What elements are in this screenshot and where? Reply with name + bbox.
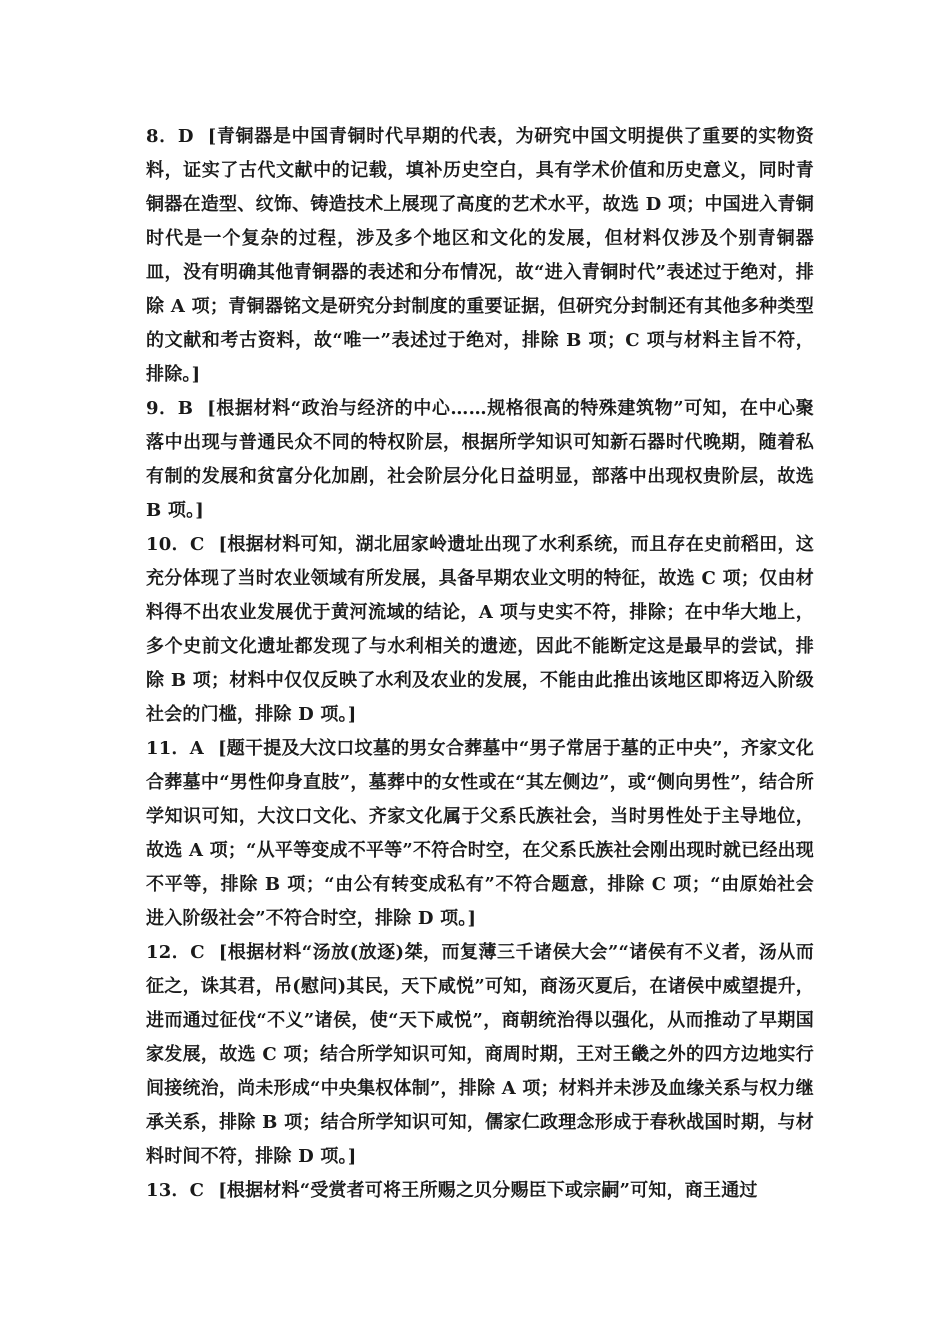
answer-item-8 [146,120,814,392]
explanation-text: [青铜器是中国青铜时代早期的代表，为研究中国文明提供了重要的实物资料，证实了古代文献中的记载，填补历史空白，具有学术价值和历史意义，同时青铜器在造型、纹饰、铸造技术上展现了高度的艺术水平，故选 D 项；中国进入青铜时代是一个复杂的过程，涉及多个地区和文化的发展，但材料仅涉及个别青铜器皿，没有明确其他青铜器的表述和分布情况，故“进入青铜时代”表述过于绝对，排除 A 项；青铜器铭文是研究分封制度的重要证据，但研究分封制还有其他多种类型的文献和考古资料，故“唯一”表述过于绝对，排除 B 项；C 项与材料主旨不符，排除。] [146,126,814,385]
explanation-text: [题干提及大汶口坟墓的男女合葬墓中“男子常居于墓的正中央”，齐家文化合葬墓中“男性仰身直肢”，墓葬中的女性或在“其左侧边”，或“侧向男性”，结合所学知识可知，大汶口文化、齐家文化属于父系氏族社会，当时男性处于主导地位，故选 A 项；“从平等变成不平等”不符合时空，在父系氏族社会刚出现时就已经出现不平等，排除 B 项；“由公有转变成私有”不符合题意，排除 C 项；“由原始社会进入阶级社会”不符合时空，排除 D 项。] [146,738,814,929]
answer-item-10 [146,528,814,732]
answer-letter: C [190,942,205,963]
answer-item-13 [146,1174,814,1208]
question-number: 9． [146,398,178,419]
explanation-text: [根据材料可知，湖北屈家岭遗址出现了水利系统，而且存在史前稻田，这充分体现了当时农业领域有所发展，具备早期农业文明的特征，故选 C 项；仅由材料得不出农业发展优于黄河流域的结论，A 项与史实不符，排除；在中华大地上，多个史前文化遗址都发现了与水利相关的遗迹，因此不能断定这是最早的尝试，排除 B 项；材料中仅仅反映了水利及农业的发展，不能由此推出该地区即将迈入阶级社会的门槛，排除 D 项。] [146,534,814,725]
question-number: 12． [146,942,191,963]
answer-letter: B [177,398,194,419]
explanation-text: [根据材料“受赏者可将王所赐之贝分赐臣下或宗嗣”可知，商王通过 [218,1180,758,1201]
answer-item-9 [146,392,814,528]
explanation-text: [根据材料“政治与经济的中心……规格很高的特殊建筑物”可知，在中心聚落中出现与普通民众不同的特权阶层，根据所学知识可知新石器时代晚期，随着私有制的发展和贫富分化加剧，社会阶层分化日益明显，部落中出现权贵阶层，故选 B 项。] [146,398,814,521]
question-number: 11． [146,738,190,759]
question-number: 8． [146,126,178,147]
answer-letter: D [177,126,194,147]
explanation-text: [根据材料“汤放(放逐)桀，而复薄三千诸侯大会”“诸侯有不义者，汤从而征之，诛其君，吊(慰问)其民，天下咸悦”可知，商汤灭夏后，在诸侯中威望提升，进而通过征伐“不义”诸侯，使“天下咸悦”，商朝统治得以强化，从而推动了早期国家发展，故选 C 项；结合所学知识可知，商周时期，王对王畿之外的四方边地实行间接统治，尚未形成“中央集权体制”，排除 A 项；材料并未涉及血缘关系与权力继承关系，排除 B 项；结合所学知识可知，儒家仁政理念形成于春秋战国时期，与材料时间不符，排除 D 项。] [146,942,814,1167]
answer-letter: C [189,534,205,555]
question-number: 13． [146,1180,190,1201]
answer-letter: C [189,1180,205,1201]
answer-explanations [146,120,814,1208]
answer-letter: A [189,738,204,759]
question-number: 10． [146,534,190,555]
answer-item-12 [146,936,814,1174]
answer-item-11 [146,732,814,936]
